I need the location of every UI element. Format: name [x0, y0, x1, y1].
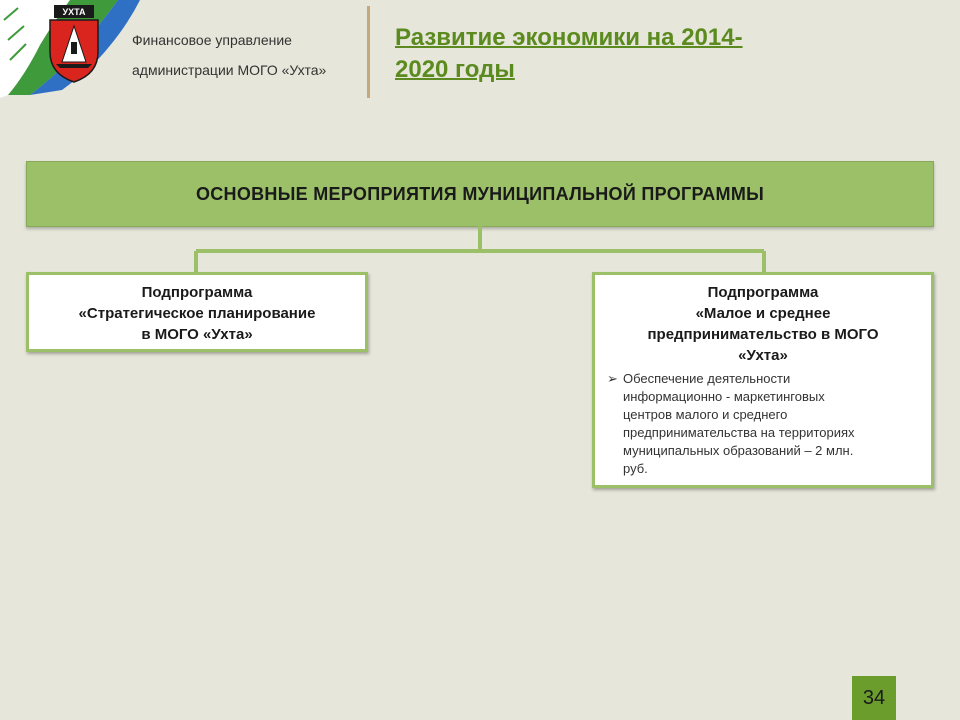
org-name-line1: Финансовое управление — [132, 32, 292, 48]
arrow-bullet-icon: ➢ — [607, 371, 618, 386]
list-item-line: центров малого и среднего — [623, 407, 788, 422]
svg-text:УХТА: УХТА — [62, 7, 86, 17]
program-header — [26, 161, 934, 227]
subprogram-title-line: Подпрограмма — [141, 284, 253, 301]
page-title — [395, 22, 855, 86]
subprogram-title-line: «Ухта» — [738, 347, 788, 364]
list-item — [607, 370, 917, 478]
list-item-line: муниципальных образований – 2 млн. — [623, 443, 854, 458]
tree-connector — [0, 226, 960, 276]
subprogram-title-line: в МОГО «Ухта» — [141, 326, 253, 343]
list-item-text — [623, 370, 855, 478]
subprogram-title-line: Подпрограмма — [707, 284, 819, 301]
subprogram-title — [595, 275, 931, 366]
page-title-line1: Развитие экономики на 2014- — [395, 24, 743, 51]
list-item-line: информационно - маркетинговых — [623, 389, 825, 404]
subprogram-card-small-business — [592, 272, 934, 488]
subprogram-title-line: «Стратегическое планирование — [78, 305, 316, 322]
page-number-badge — [852, 676, 896, 720]
org-name-line2: администрации МОГО «Ухта» — [132, 62, 327, 78]
list-item-line: Обеспечение деятельности — [623, 371, 791, 386]
program-header-text: ОСНОВНЫЕ МЕРОПРИЯТИЯ МУНИЦИПАЛЬНОЙ ПРОГРАММЫ — [195, 183, 765, 204]
subprogram-card-strategic-planning — [26, 272, 368, 352]
list-item-line: предпринимательства на территориях — [623, 425, 855, 440]
coat-of-arms-icon — [46, 4, 102, 84]
subprogram-title-line: «Малое и среднее — [695, 305, 831, 322]
page-number: 34 — [862, 686, 886, 709]
list-item-line: руб. — [623, 461, 648, 476]
header-divider — [367, 6, 370, 98]
page-title-line2: 2020 годы — [395, 56, 515, 83]
subprogram-title — [29, 275, 365, 345]
subprogram-title-line: предпринимательство в МОГО — [647, 326, 879, 343]
